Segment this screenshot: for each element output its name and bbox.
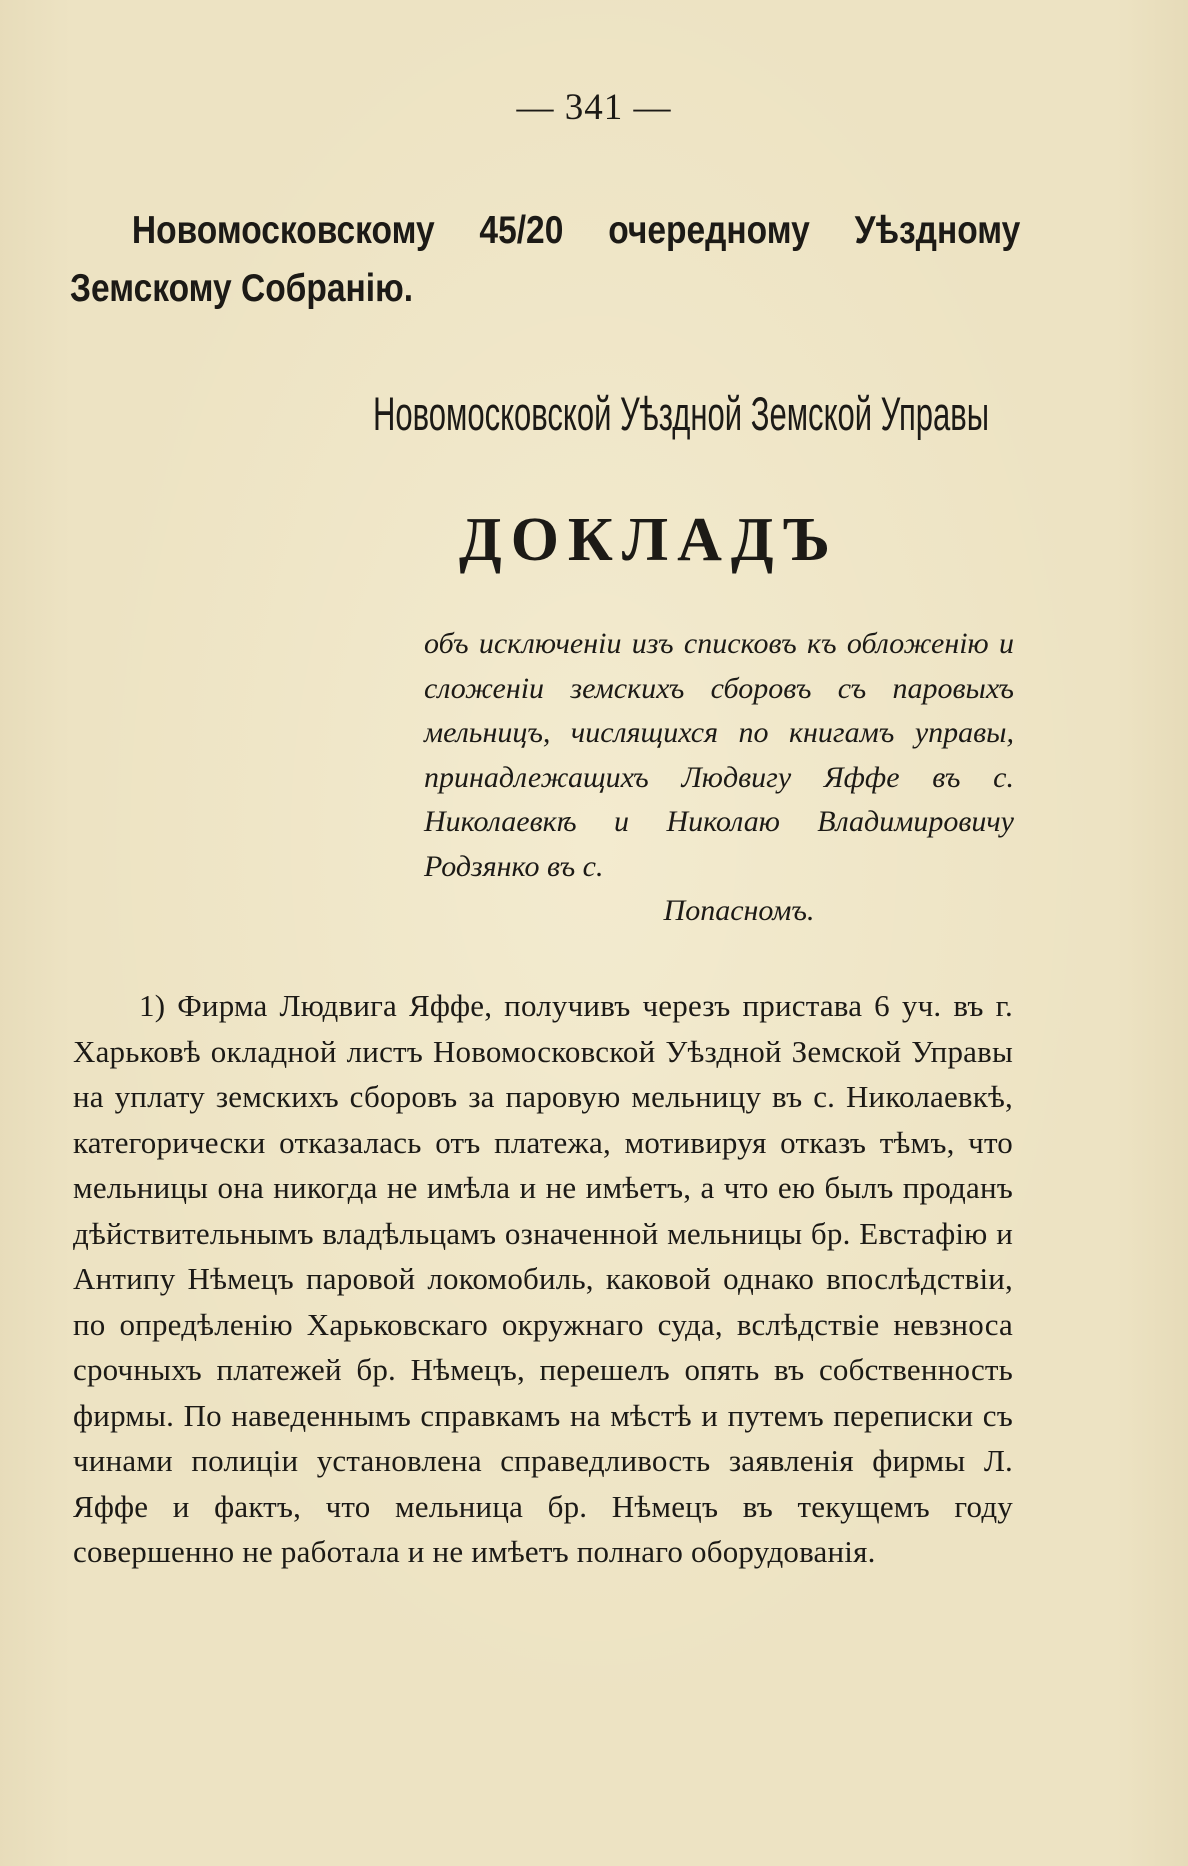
addressee-heading	[70, 202, 1020, 318]
addressee-line-2: Земскому Собранію.	[70, 267, 414, 310]
page-number: — 341 —	[516, 87, 672, 128]
paragraph-1: 1) Фирма Людвига Яффе, получивъ черезъ пристава 6 уч. въ г. Харьковѣ окладной листъ Новомосковской Уѣздной Земской Управы на уплату земскихъ сборовъ за паровую мельницу въ с. Николаевкѣ, категорически отказалась отъ платежа, мотивируя отказъ тѣмъ, что мельницы она никогда не имѣла и не имѣетъ, а что ею былъ проданъ дѣйствительнымъ владѣльцамъ означенной мельницы бр. Евстафію и Антипу Нѣмецъ паровой локомобиль, каковой однако впослѣдствіи, по опредѣленію Харьковскаго окружнаго суда, вслѣдствіе невзноса срочныхъ платежей бр. Нѣмецъ, перешелъ опять въ собственность фирмы. По наведеннымъ справкамъ на мѣстѣ и путемъ переписки съ чинами полиціи установлена справедливость заявленія фирмы Л. Яффе и фактъ, что мельница бр. Нѣмецъ въ текущемъ году совершенно не работала и не имѣетъ полнаго оборудованія.	[73, 988, 1013, 1569]
report-subject	[424, 622, 1014, 934]
body-text	[73, 983, 1013, 1575]
addressee-line-1: Новомосковскому 45/20 очередному Уѣздному	[131, 209, 1021, 252]
report-subject-last-line: Попасномъ.	[663, 894, 815, 927]
document-title: ДОКЛАДЪ	[459, 506, 839, 574]
report-subject-text: объ исключеніи изъ списковъ къ обложенію и сложеніи земскихъ сборовъ съ паровыхъ мельницъ, числящихся по книгамъ управы, принадлежащихъ Людвигу Яффе въ с. Николаевкѣ и Николаю Владимировичу Родзянко въ с.	[424, 627, 1014, 883]
issuing-authority: Новомосковской Уѣздной Земской Управы	[373, 387, 990, 440]
